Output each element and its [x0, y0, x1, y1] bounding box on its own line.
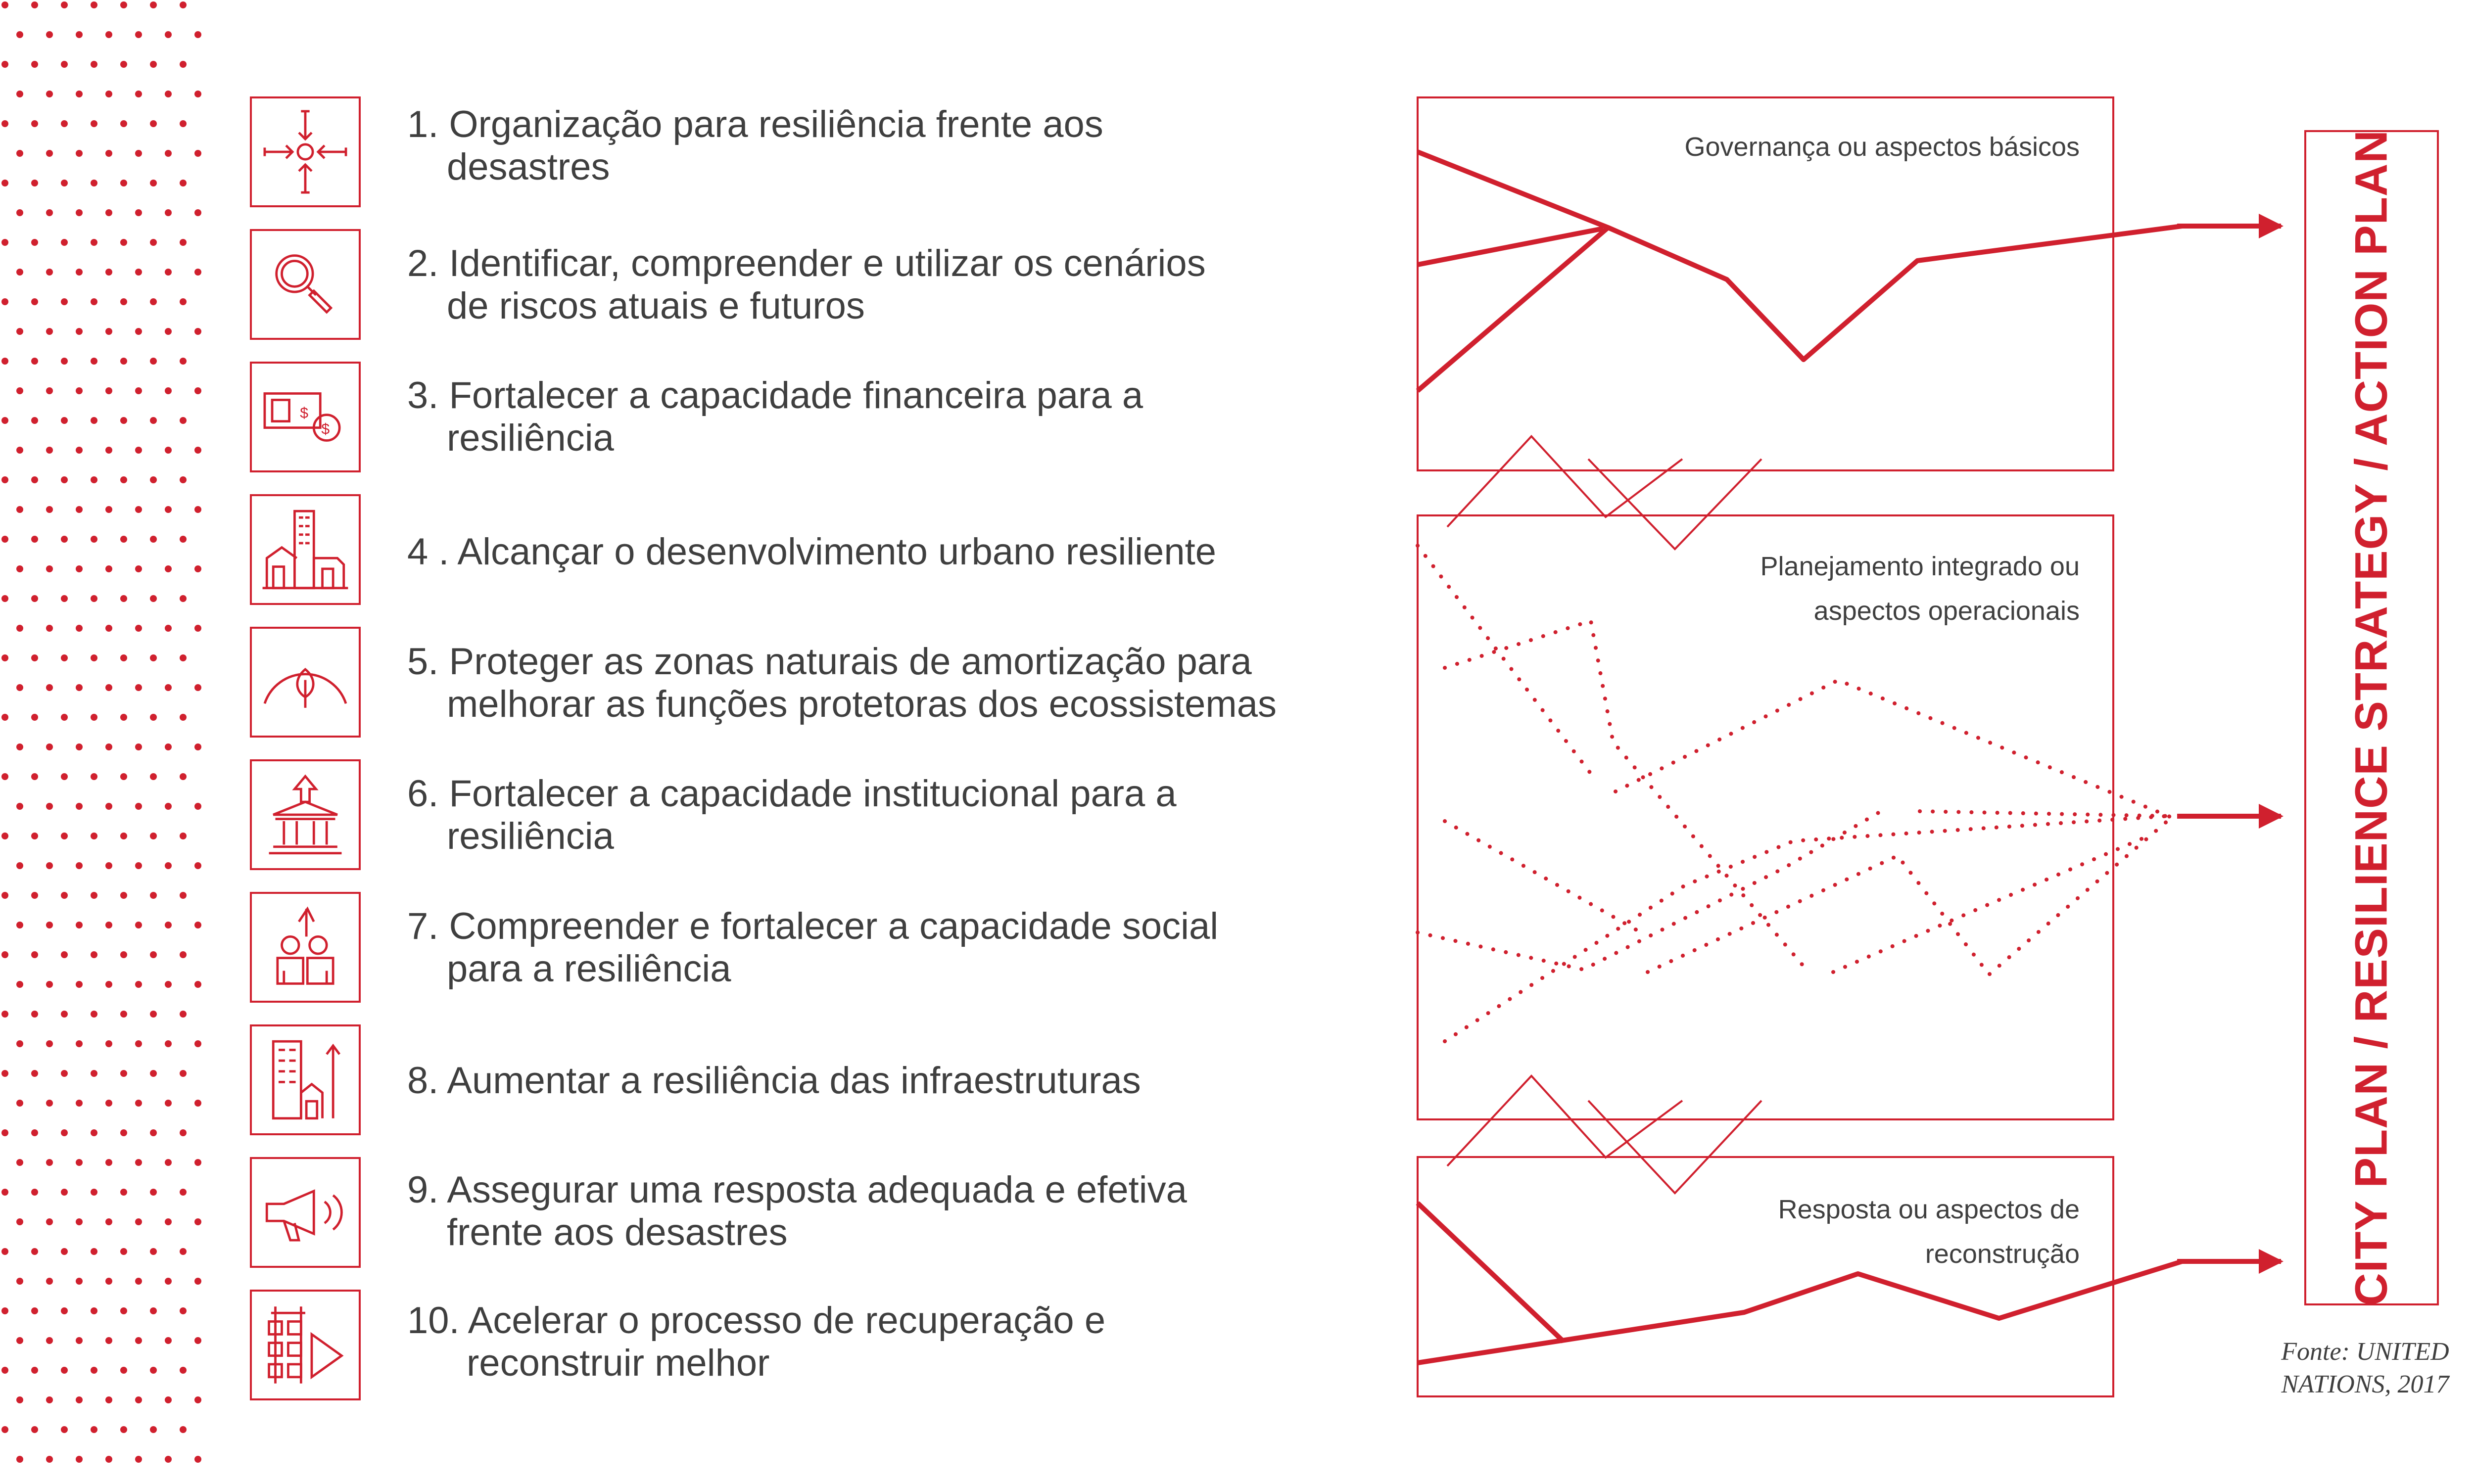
item-text-line2: resiliência [447, 417, 614, 459]
item-text-line1: 9. Assegurar uma resposta adequada e efetiva [407, 1169, 1187, 1211]
item-text-line2: reconstruir melhor [467, 1342, 770, 1384]
zigzag-connector [1588, 1101, 1761, 1193]
item-text-line2: resiliência [447, 815, 614, 857]
zigzag-connector [1447, 1076, 1682, 1166]
item-text-line2: frente aos desastres [447, 1211, 788, 1253]
item-text-line1: 7. Compreender e fortalecer a capacidade social [407, 905, 1219, 947]
item-text-line2: de riscos atuais e futuros [447, 285, 865, 327]
governance-line [1418, 152, 2182, 360]
svg-text:$: $ [300, 405, 309, 422]
planning-dotted-lines [1418, 546, 2175, 1041]
item-text-line2: para a resiliência [447, 948, 731, 990]
plan-label: CITY PLAN / RESILIENCE STRATEGY / ACTION PLAN [2346, 130, 2397, 1306]
item-text-line1: 4 . Alcançar o desenvolvimento urbano resiliente [407, 531, 1216, 573]
source-line1: Fonte: UNITED [2281, 1338, 2449, 1366]
planning-label-line2: aspectos operacionais [1813, 596, 2080, 626]
response-line [1418, 1203, 1564, 1342]
item-text-line2: melhorar as funções protetoras dos ecossistemas [447, 683, 1277, 725]
source-line2: NATIONS, 2017 [2281, 1370, 2449, 1398]
governance-branch-line [1418, 229, 1603, 265]
item-text-line1: 8. Aumentar a resiliência das infraestruturas [407, 1060, 1141, 1102]
zigzag-connector [1447, 436, 1682, 527]
response-label-line1: Resposta ou aspectos de [1778, 1195, 2080, 1224]
item-text-line1: 5. Proteger as zonas naturais de amortização para [407, 641, 1252, 683]
item-text-line1: 2. Identificar, compreender e utilizar os cenários [407, 242, 1206, 284]
item-text-line1: 1. Organização para resiliência frente aos [407, 103, 1103, 145]
governance-label-line1: Governança ou aspectos básicos [1684, 132, 2080, 162]
response-label-line2: reconstrução [1925, 1239, 2080, 1269]
governance-branch-line [1418, 228, 1608, 391]
item-text-line1: 3. Fortalecer a capacidade financeira para a [407, 374, 1143, 417]
item-text-line2: desastres [447, 146, 610, 188]
item-text-line1: 10. Acelerar o processo de recuperação e [407, 1299, 1106, 1342]
zigzag-connector [1588, 459, 1761, 549]
item-text-line1: 6. Fortalecer a capacidade institucional para a [407, 773, 1177, 815]
svg-text:$: $ [321, 421, 330, 438]
planning-label-line1: Planejamento integrado ou [1760, 552, 2080, 581]
source-caption [2256, 1336, 2474, 1401]
